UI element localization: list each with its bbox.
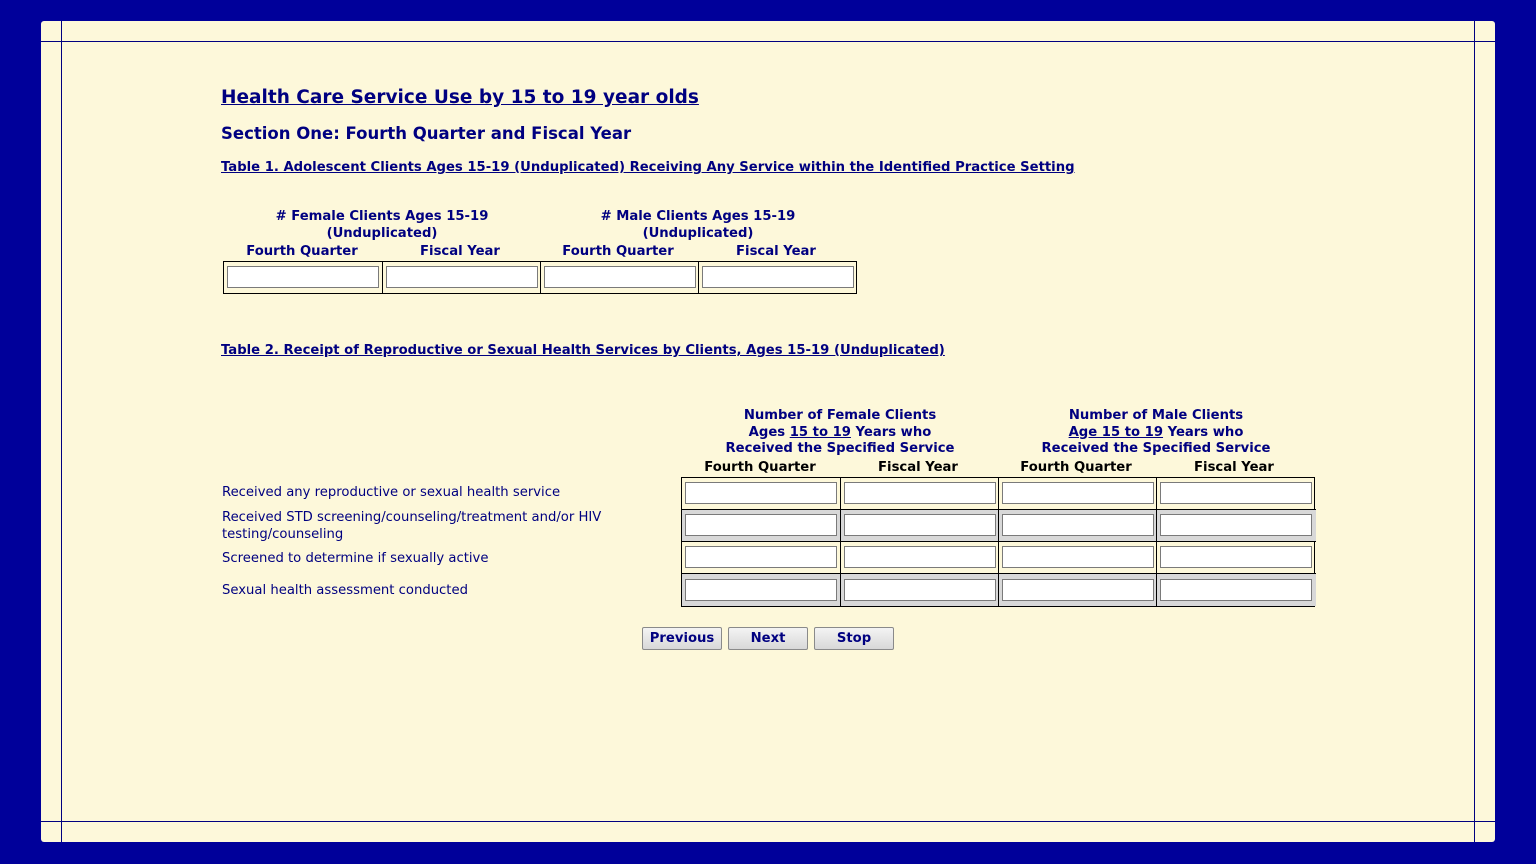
table2-row2-male-q4-input[interactable] (1002, 546, 1154, 568)
table2-male-fy-header: Fiscal Year (1194, 460, 1274, 475)
table2-row1-male-q4-input[interactable] (1002, 514, 1154, 536)
table2-female-header-line3: Received the Specified Service (725, 441, 955, 456)
table2-row0-male-fy-input[interactable] (1160, 482, 1312, 504)
table2-row-label-std: Received STD screening/counseling/treatment and/or HIV testing/counseling (222, 510, 602, 542)
section-heading: Section One: Fourth Quarter and Fiscal Year (221, 124, 632, 143)
stop-button[interactable]: Stop (814, 627, 894, 650)
table1-cell (224, 262, 383, 293)
table1-male-fy-input[interactable] (702, 266, 854, 288)
table1-male-q4-header: Fourth Quarter (562, 244, 674, 259)
table1-male-header-line1: # Male Clients Ages 15-19 (600, 209, 796, 224)
table2-row1-female-q4-input[interactable] (685, 514, 837, 536)
table2-cell (999, 542, 1157, 574)
right-rule (1474, 21, 1475, 842)
table2-cell (999, 574, 1157, 606)
page-title: Health Care Service Use by 15 to 19 year olds (221, 87, 699, 108)
table2-row1-male-fy-input[interactable] (1160, 514, 1312, 536)
table2-cell (1157, 510, 1314, 542)
table1-female-header (223, 209, 541, 242)
table2-cell (999, 510, 1157, 542)
table2-female-header-line2: Ages 15 to 19 Years who (748, 424, 932, 440)
table2-row0-female-fy-input[interactable] (844, 482, 996, 504)
top-rule (41, 41, 1495, 42)
table2-cell (841, 574, 999, 606)
table2-female-header-line1: Number of Female Clients (743, 408, 937, 423)
table2-row2-male-fy-input[interactable] (1160, 546, 1312, 568)
left-rule (61, 21, 62, 842)
table2-cell (682, 542, 841, 574)
table2-cell (1157, 542, 1314, 574)
table1-male-fy-header: Fiscal Year (736, 244, 816, 259)
table1-female-header-line1: # Female Clients Ages 15-19 (275, 209, 489, 224)
bottom-rule (41, 821, 1495, 822)
table2-row3-female-fy-input[interactable] (844, 579, 996, 601)
table2-female-q4-header: Fourth Quarter (704, 460, 816, 475)
table2-row3-male-fy-input[interactable] (1160, 579, 1312, 601)
table1-male-header (539, 209, 857, 242)
table2-row3-male-q4-input[interactable] (1002, 579, 1154, 601)
table1-female-fy-input[interactable] (386, 266, 538, 288)
table2-row3-female-q4-input[interactable] (685, 579, 837, 601)
table1-female-q4-header: Fourth Quarter (246, 244, 358, 259)
table2-row2-female-fy-input[interactable] (844, 546, 996, 568)
table2-cell (999, 478, 1157, 510)
table2-male-header-line2: Age 15 to 19 Years who (1068, 424, 1244, 440)
table1-grid (223, 261, 857, 294)
table2-male-q4-header: Fourth Quarter (1020, 460, 1132, 475)
table1-female-header-line2: (Unduplicated) (326, 225, 438, 241)
table1-female-q4-input[interactable] (227, 266, 379, 288)
table1-caption: Table 1. Adolescent Clients Ages 15-19 (Unduplicated) Receiving Any Service within the Identified Practice Setting (221, 160, 1075, 175)
table2-row-label-screened: Screened to determine if sexually active (222, 551, 489, 566)
table2-grid (681, 477, 1315, 607)
table2-row-label-assessment: Sexual health assessment conducted (222, 583, 468, 598)
table2-female-header (681, 408, 999, 458)
table2-cell (841, 478, 999, 510)
previous-button[interactable]: Previous (642, 627, 722, 650)
table2-male-header (997, 408, 1315, 458)
table2-cell (841, 510, 999, 542)
table1-male-q4-input[interactable] (544, 266, 696, 288)
table2-row1-female-fy-input[interactable] (844, 514, 996, 536)
table1-cell (699, 262, 856, 293)
table2-row-label-any: Received any reproductive or sexual health service (222, 485, 561, 500)
table2-female-fy-header: Fiscal Year (878, 460, 958, 475)
table1-cell (383, 262, 541, 293)
table2-row2-female-q4-input[interactable] (685, 546, 837, 568)
table2-caption: Table 2. Receipt of Reproductive or Sexual Health Services by Clients, Ages 15-19 (Unduplicated) (221, 343, 945, 358)
table2-cell (1157, 478, 1314, 510)
table2-cell (841, 542, 999, 574)
table2-row0-male-q4-input[interactable] (1002, 482, 1154, 504)
table1-cell (541, 262, 699, 293)
table2-cell (682, 510, 841, 542)
next-button[interactable]: Next (728, 627, 808, 650)
table2-cell (1157, 574, 1314, 606)
table1-male-header-line2: (Unduplicated) (642, 225, 754, 241)
table2-male-header-line1: Number of Male Clients (1068, 408, 1244, 423)
table2-cell (682, 574, 841, 606)
table2-male-header-line3: Received the Specified Service (1041, 441, 1271, 456)
form-panel (41, 21, 1495, 842)
table2-row0-female-q4-input[interactable] (685, 482, 837, 504)
table2-cell (682, 478, 841, 510)
table1-female-fy-header: Fiscal Year (420, 244, 500, 259)
